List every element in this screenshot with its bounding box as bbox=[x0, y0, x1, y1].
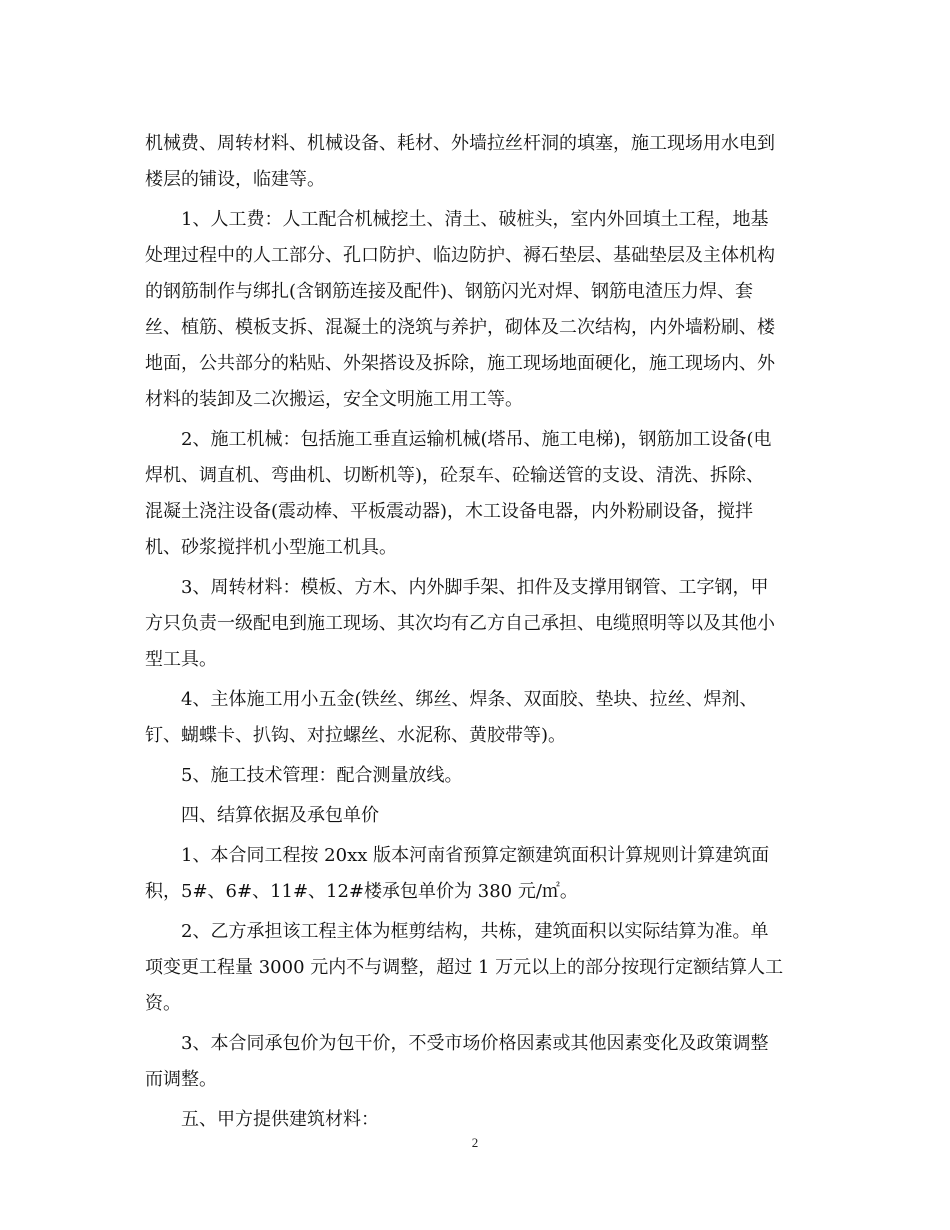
text-line: 地面，公共部分的粘贴、外架搭设及拆除，施工现场地面硬化，施工现场内、外 bbox=[145, 353, 775, 374]
text-line: 而调整。 bbox=[145, 1069, 217, 1090]
paragraph bbox=[145, 422, 805, 566]
text-line: 2、乙方承担该工程主体为框剪结构，共栋，建筑面积以实际结算为准。单 bbox=[181, 921, 769, 942]
paragraph bbox=[145, 126, 805, 198]
paragraph bbox=[145, 914, 805, 1022]
text-line: 丝、植筋、模板支拆、混凝土的浇筑与养护，砌体及二次结构，内外墙粉刷、楼 bbox=[145, 317, 775, 338]
text-line: 方只负责一级配电到施工现场、其次均有乙方自己承担、电缆照明等以及其他小 bbox=[145, 613, 775, 634]
text-line: 机、砂浆搅拌机小型施工机具。 bbox=[145, 537, 397, 558]
text-line: 3、本合同承包价为包干价，不受市场价格因素或其他因素变化及政策调整 bbox=[181, 1033, 769, 1054]
text-line: 四、结算依据及承包单价 bbox=[181, 805, 379, 826]
text-line: 1、人工费：人工配合机械挖土、清土、破桩头，室内外回填土工程，地基 bbox=[181, 209, 769, 230]
text-line: 机械费、周转材料、机械设备、耗材、外墙拉丝杆洞的填塞，施工现场用水电到 bbox=[145, 133, 775, 154]
page-number: 2 bbox=[471, 1135, 479, 1150]
text-line: 的钢筋制作与绑扎(含钢筋连接及配件)、钢筋闪光对焊、钢筋电渣压力焊、套 bbox=[145, 281, 754, 302]
paragraph bbox=[145, 758, 805, 794]
text-line: 钉、蝴蝶卡、扒钩、对拉螺丝、水泥称、黄胶带等)。 bbox=[145, 725, 567, 746]
text-line: 资。 bbox=[145, 993, 181, 1014]
paragraph bbox=[145, 1026, 805, 1098]
paragraph bbox=[145, 838, 805, 910]
text-line: 型工具。 bbox=[145, 649, 217, 670]
text-line: 4、主体施工用小五金(铁丝、绑丝、焊条、双面胶、垫块、拉丝、焊剂、 bbox=[181, 689, 758, 710]
text-line: 处理过程中的人工部分、孔口防护、临边防护、褥石垫层、基础垫层及主体机构 bbox=[145, 245, 775, 266]
text-line: 积，5#、6#、11#、12#楼承包单价为 380 元/㎡。 bbox=[145, 881, 578, 902]
document-body bbox=[145, 126, 805, 1142]
text-line: 2、施工机械：包括施工垂直运输机械(塔吊、施工电梯)，钢筋加工设备(电 bbox=[181, 429, 772, 450]
paragraph bbox=[145, 202, 805, 418]
text-line: 项变更工程量 3000 元内不与调整，超过 1 万元以上的部分按现行定额结算人工 bbox=[145, 957, 784, 978]
text-line: 5、施工技术管理：配合测量放线。 bbox=[181, 765, 463, 786]
paragraph bbox=[145, 682, 805, 754]
text-line: 焊机、调直机、弯曲机、切断机等)，砼泵车、砼输送管的支设、清洗、拆除、 bbox=[145, 465, 765, 486]
text-line: 混凝土浇注设备(震动棒、平板震动器)，木工设备电器，内外粉刷设备，搅拌 bbox=[145, 501, 754, 522]
text-line: 楼层的铺设，临建等。 bbox=[145, 169, 325, 190]
paragraph bbox=[145, 1102, 805, 1138]
text-line: 3、周转材料：模板、方木、内外脚手架、扣件及支撑用钢管、工字钢，甲 bbox=[181, 577, 769, 598]
paragraph bbox=[145, 570, 805, 678]
text-line: 材料的装卸及二次搬运，安全文明施工用工等。 bbox=[145, 389, 523, 410]
paragraph bbox=[145, 798, 805, 834]
text-line: 五、甲方提供建筑材料： bbox=[181, 1109, 379, 1130]
text-line: 1、本合同工程按 20xx 版本河南省预算定额建筑面积计算规则计算建筑面 bbox=[181, 845, 770, 866]
